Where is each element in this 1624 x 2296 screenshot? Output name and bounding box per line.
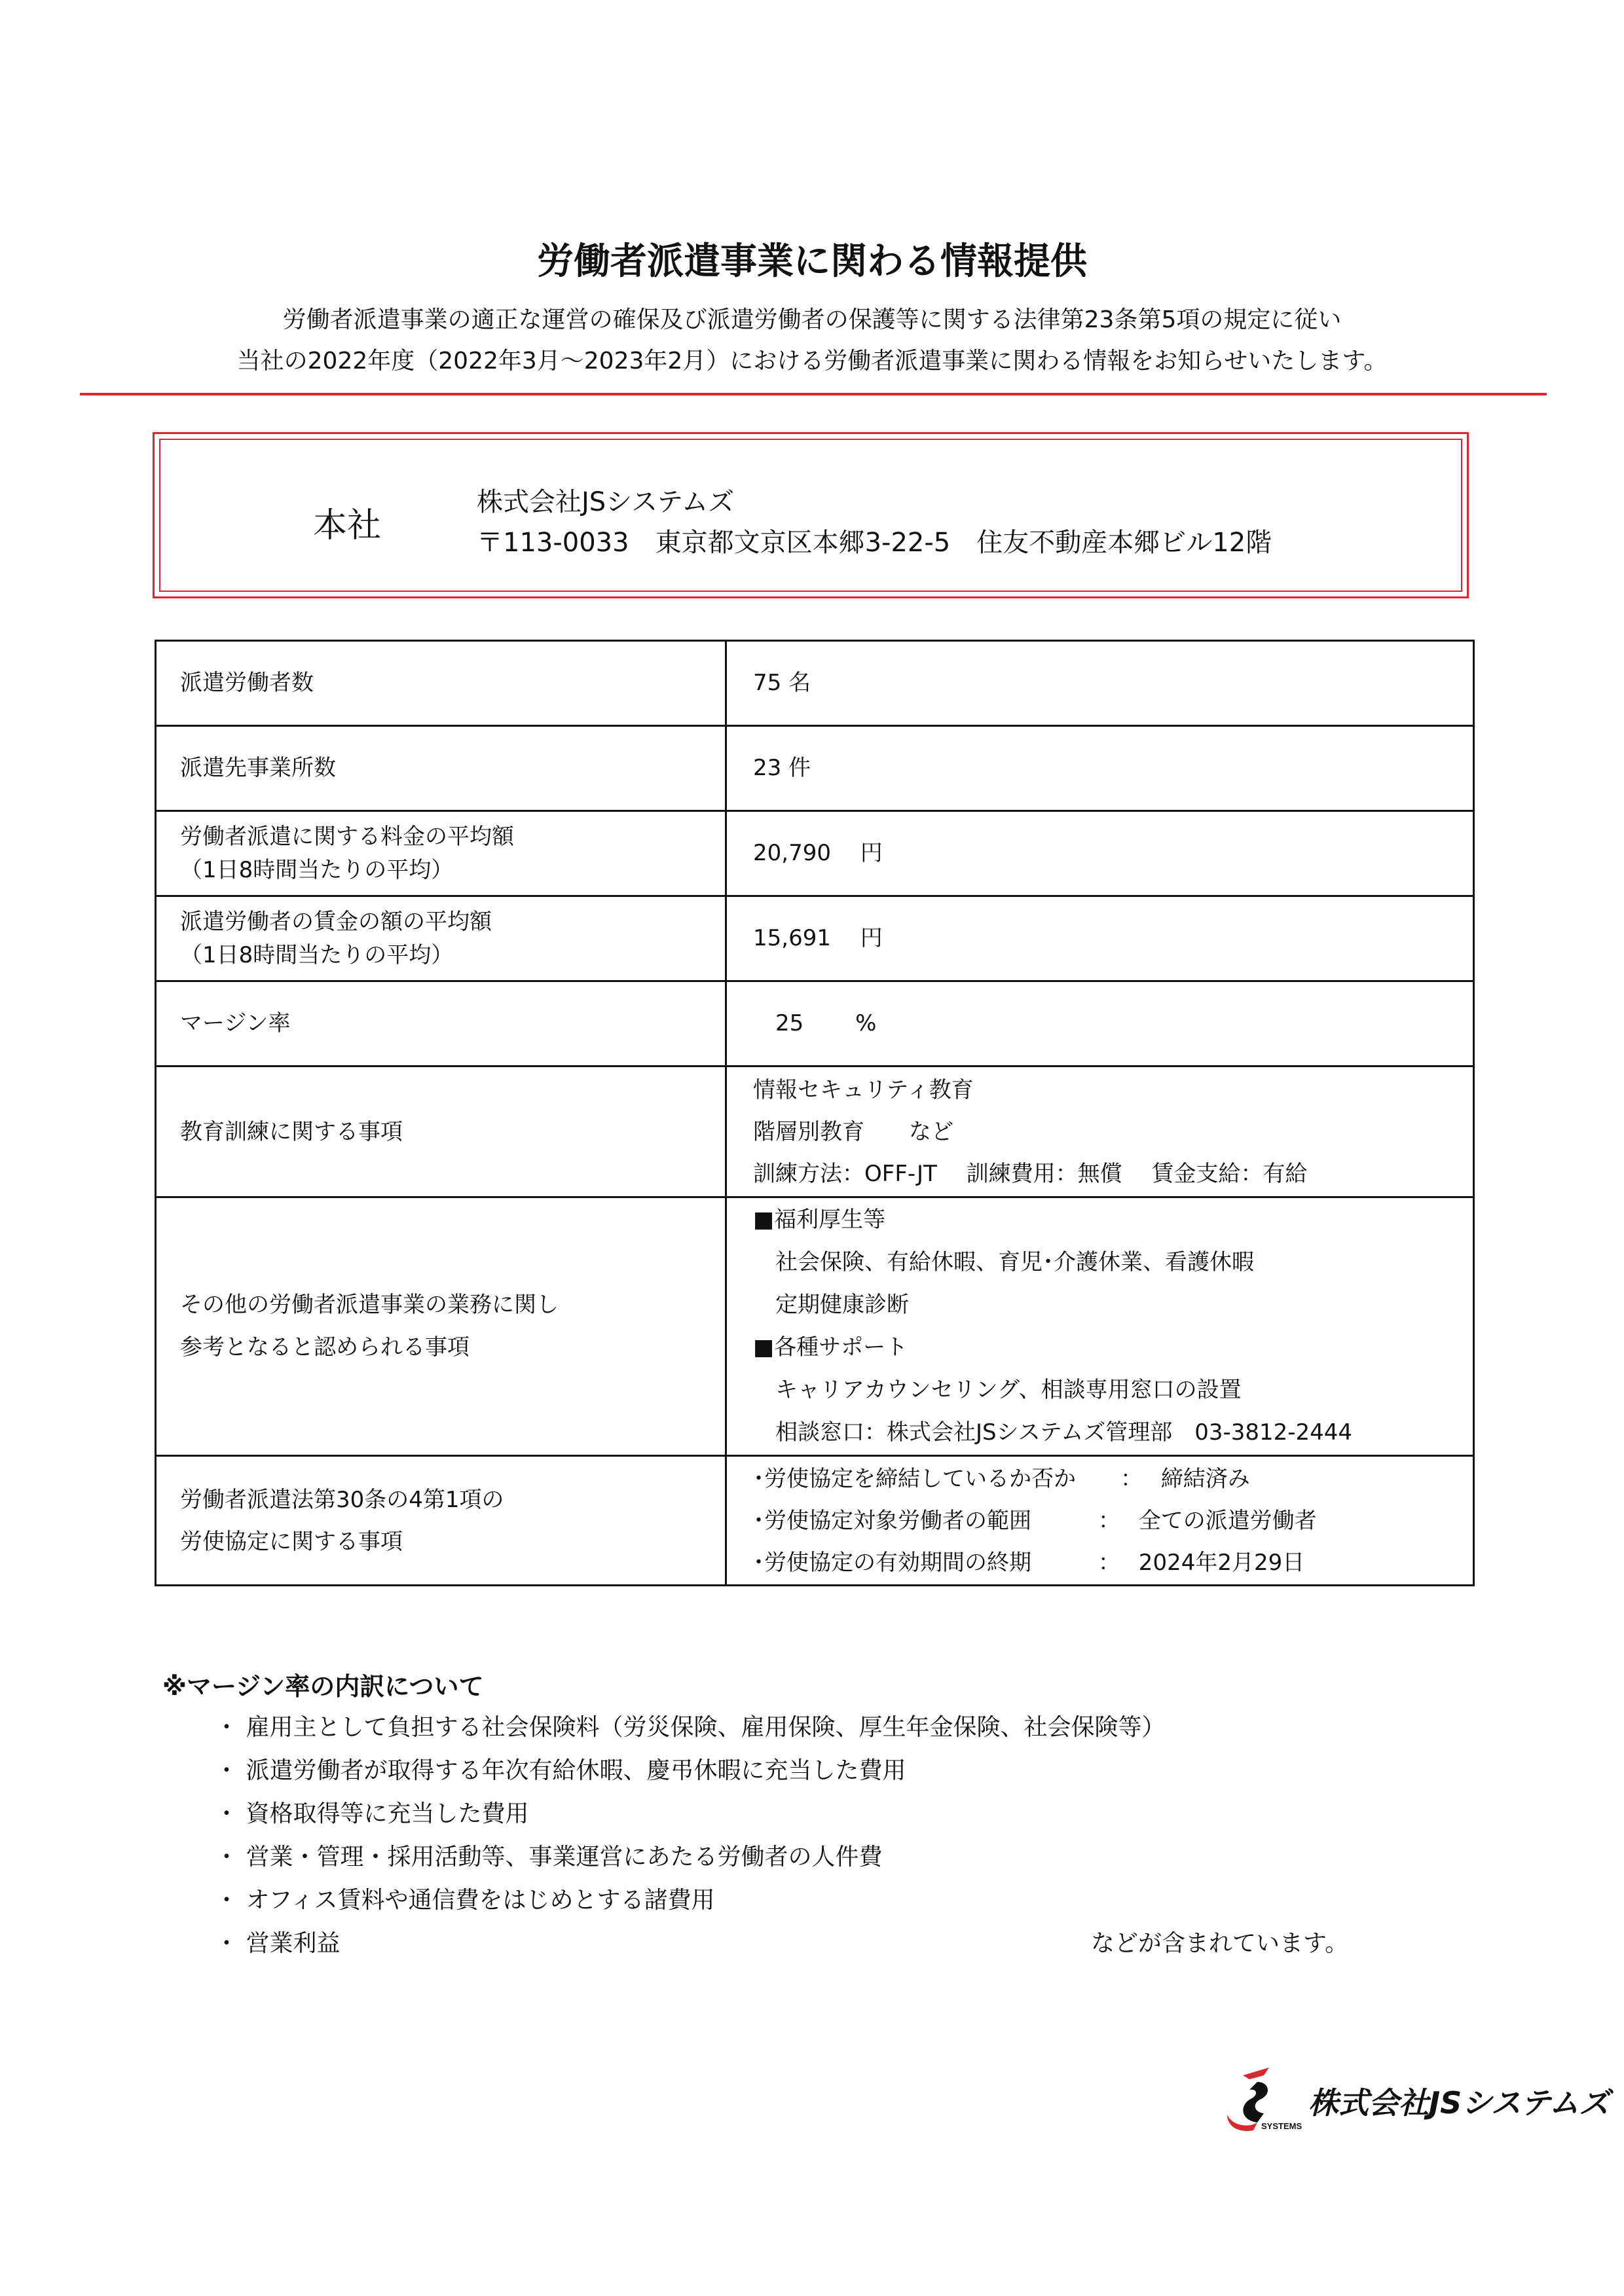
row-value	[726, 1066, 1474, 1197]
margin-breakdown-item: ・ 営業利益	[215, 1930, 341, 1957]
row-value-line: キャリアカウンセリング、相談専用窓口の設置	[753, 1377, 1242, 1403]
row-value-line: ■各種サポート	[753, 1334, 908, 1360]
row-value-line: ･労使協定対象労働者の範囲 ： 全ての派遣労働者	[753, 1507, 1317, 1534]
headquarters-label: 本社	[313, 506, 382, 545]
headquarters-address: 〒113-0033 東京都文京区本郷3-22-5 住友不動産本郷ビル12階	[477, 528, 1272, 558]
row-value	[726, 981, 1474, 1066]
row-label-line: 派遣労働者の賃金の額の平均額	[180, 908, 492, 935]
row-value	[726, 1456, 1474, 1586]
row-value-line: 相談窓口：株式会社JSシステムズ管理部 03-3812-2444	[753, 1419, 1353, 1446]
page-title: 労働者派遣事業に関わる情報提供	[537, 240, 1087, 283]
row-value-line: 25 %	[753, 1010, 877, 1036]
row-label	[156, 811, 726, 896]
logo-company-name: 株式会社JSシステムズ	[1308, 2085, 1610, 2121]
row-label-line: その他の労働者派遣事業の業務に関し	[180, 1292, 559, 1318]
row-label-line: 労働者派遣に関する料金の平均額	[180, 823, 514, 850]
row-label-line: マージン率	[180, 1010, 291, 1036]
js-mark-icon	[1227, 2068, 1302, 2131]
row-value-line: 定期健康診断	[753, 1292, 909, 1318]
margin-breakdown-heading: ※マージン率の内訳について	[162, 1672, 484, 1701]
row-value-line: 情報セキュリティ教育	[753, 1076, 974, 1103]
table-row	[156, 726, 1474, 811]
table-row	[156, 981, 1474, 1066]
header-divider	[80, 393, 1547, 395]
table-row	[156, 896, 1474, 981]
row-value-line: ･労使協定を締結しているか否か ： 締結済み	[753, 1465, 1250, 1492]
row-value-line: 15,691 円	[753, 925, 883, 951]
row-label-line: 派遣労働者数	[180, 670, 314, 696]
table-row	[156, 1197, 1474, 1456]
row-value-line: 75 名	[753, 670, 811, 696]
row-label-line: 労使協定に関する事項	[180, 1528, 403, 1555]
logo-subtext: SYSTEMS	[1261, 2121, 1302, 2131]
row-label	[156, 641, 726, 726]
row-label-line: （1日8時間当たりの平均）	[180, 941, 454, 968]
table-row	[156, 1066, 1474, 1197]
table-row	[156, 641, 1474, 726]
margin-breakdown-item: ・ 派遣労働者が取得する年次有給休暇、慶弔休暇に充当した費用	[215, 1757, 906, 1784]
margin-breakdown-item: ・ オフィス賃料や通信費をはじめとする諸費用	[215, 1887, 715, 1914]
row-value-line: 20,790 円	[753, 840, 883, 866]
row-value-line: ■福利厚生等	[753, 1207, 886, 1233]
row-label-line: 参考となると認められる事項	[180, 1334, 470, 1360]
row-label-line: （1日8時間当たりの平均）	[180, 856, 454, 883]
row-value	[726, 641, 1474, 726]
row-value-line: ･労使協定の有効期間の終期 ： 2024年2月29日	[753, 1549, 1305, 1576]
row-label	[156, 1197, 726, 1456]
margin-breakdown-note: などが含まれています。	[1091, 1930, 1349, 1957]
margin-breakdown-item: ・ 営業・管理・採用活動等、事業運営にあたる労働者の人件費	[215, 1844, 883, 1870]
row-label-line: 派遣先事業所数	[180, 755, 336, 781]
row-value-line: 訓練方法：OFF-JT 訓練費用：無償 賃金支給：有給	[753, 1160, 1308, 1187]
intro-line-2: 当社の2022年度（2022年3月～2023年2月）における労働者派遣事業に関わる情報をお知らせいたします。	[236, 348, 1388, 374]
row-label	[156, 726, 726, 811]
row-value	[726, 726, 1474, 811]
margin-breakdown-item: ・ 雇用主として負担する社会保険料（労災保険、雇用保険、厚生年金保険、社会保険等）	[215, 1714, 1166, 1741]
dispatch-info-table	[155, 640, 1475, 1586]
row-value	[726, 896, 1474, 981]
row-label	[156, 1066, 726, 1197]
table-row	[156, 1456, 1474, 1586]
row-value	[726, 1197, 1474, 1456]
row-value	[726, 811, 1474, 896]
row-label-line: 労働者派遣法第30条の4第1項の	[180, 1486, 504, 1513]
row-value-line: 社会保険、有給休暇、育児･介護休業、看護休暇	[753, 1249, 1254, 1275]
company-logo	[1223, 2062, 1610, 2134]
row-value-line: 階層別教育 など	[753, 1118, 953, 1145]
row-label	[156, 896, 726, 981]
row-label	[156, 1456, 726, 1586]
table-row	[156, 811, 1474, 896]
headquarters-company: 株式会社JSシステムズ	[477, 487, 735, 517]
row-label	[156, 981, 726, 1066]
row-label-line: 教育訓練に関する事項	[180, 1118, 403, 1145]
row-value-line: 23 件	[753, 755, 811, 781]
margin-breakdown-item: ・ 資格取得等に充当した費用	[215, 1800, 529, 1827]
intro-line-1: 労働者派遣事業の適正な運営の確保及び派遣労働者の保護等に関する法律第23条第5項の規定に従い	[282, 306, 1342, 333]
